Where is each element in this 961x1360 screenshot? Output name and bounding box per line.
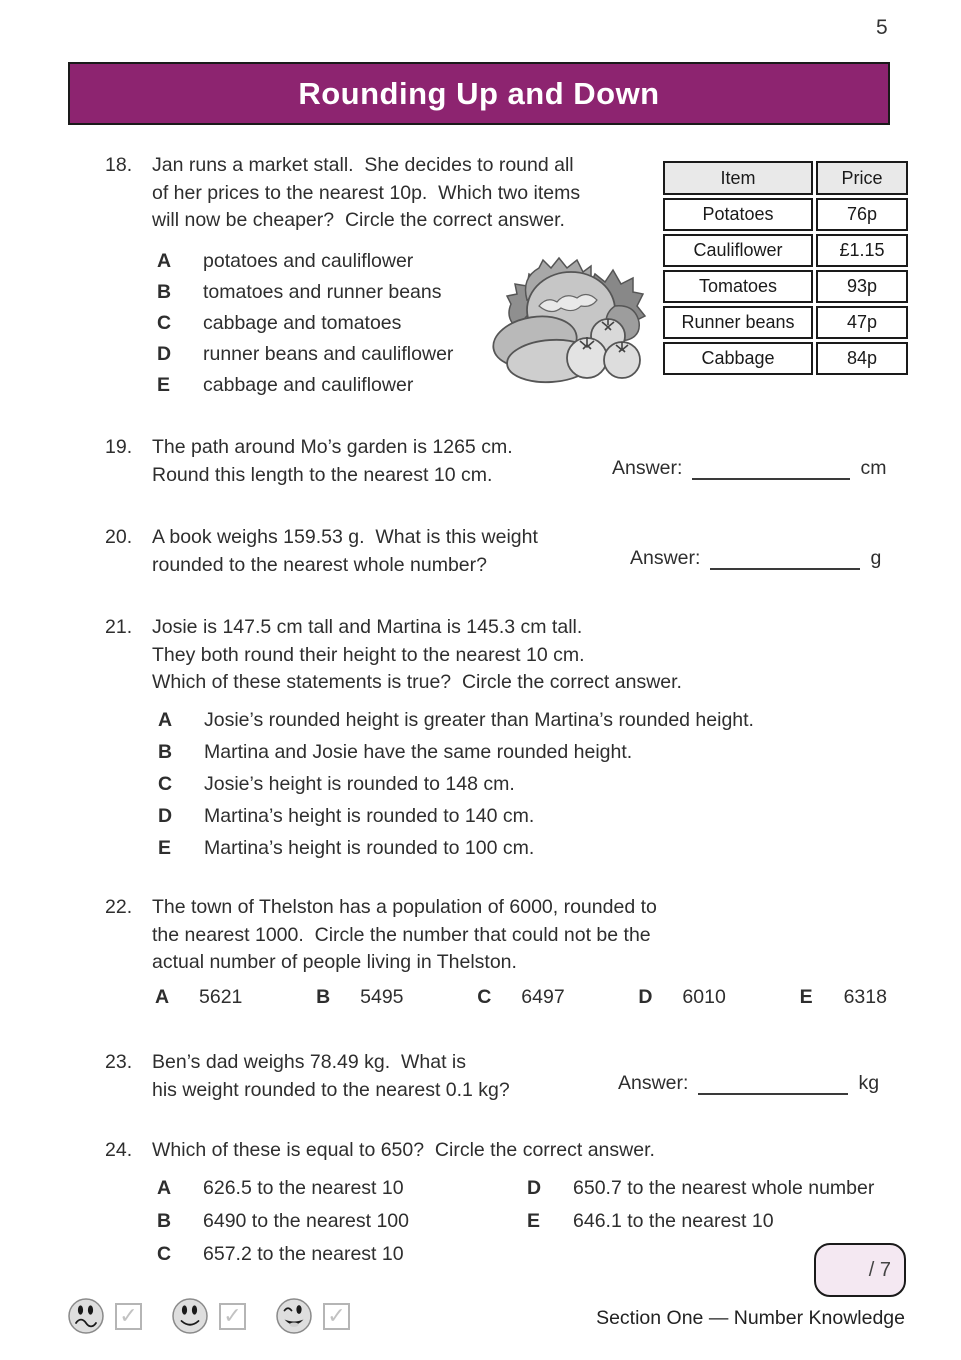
question-20-answer [630, 547, 881, 570]
option-letter: E [527, 1210, 541, 1232]
question-24-options-left [157, 1172, 409, 1271]
question-19-answer [612, 457, 886, 480]
question-21-options [158, 704, 754, 864]
neutral-face-icon [170, 1296, 210, 1336]
question-text [152, 1137, 655, 1165]
question-23-answer [618, 1072, 879, 1095]
option-letter: D [158, 804, 173, 827]
checkmark-icon: ✓ [327, 1303, 346, 1328]
option-b[interactable] [316, 986, 403, 1009]
section-footer: Section One — Number Knowledge [596, 1307, 905, 1329]
feedback-neutral-checkbox[interactable] [219, 1303, 246, 1330]
option-text: Martina’s height is rounded to 140 cm. [204, 804, 535, 827]
option-c[interactable] [157, 1238, 409, 1271]
question-line: The path around Mo’s garden is 1265 cm. [152, 436, 513, 458]
option-a[interactable] [157, 246, 453, 277]
table-row [663, 270, 908, 303]
question-text [152, 894, 657, 977]
option-d[interactable] [527, 1172, 874, 1205]
table-row [663, 306, 908, 339]
table-cell-price: 76p [816, 198, 908, 231]
option-letter: C [158, 772, 173, 795]
option-e[interactable] [527, 1205, 874, 1238]
page-title: Rounding Up and Down [298, 75, 660, 111]
option-c[interactable] [157, 308, 453, 339]
option-e[interactable] [158, 832, 754, 864]
option-text: 6490 to the nearest 100 [203, 1210, 409, 1232]
answer-label: Answer: [618, 1072, 689, 1094]
answer-label: Answer: [612, 457, 683, 479]
feedback-happy-checkbox[interactable] [323, 1303, 350, 1330]
title-banner [68, 62, 890, 125]
option-letter: A [155, 986, 170, 1008]
option-b[interactable] [158, 736, 754, 768]
option-e[interactable] [800, 986, 887, 1009]
option-b[interactable] [157, 1205, 409, 1238]
table-header-price: Price [816, 161, 908, 195]
feedback-sad-group [66, 1296, 142, 1336]
question-text [152, 434, 513, 489]
option-letter: A [158, 708, 173, 731]
question-text [152, 614, 682, 697]
question-number: 22. [105, 896, 133, 918]
feedback-happy-group [274, 1296, 350, 1336]
score-label: / 7 [868, 1258, 891, 1281]
option-letter: E [157, 374, 171, 396]
question-number: 21. [105, 616, 133, 638]
question-line: of her prices to the nearest 10p. Which two items [152, 181, 581, 204]
feedback-row [66, 1296, 350, 1336]
question-line: actual number of people living in Thelston. [152, 951, 517, 973]
option-text: tomatoes and runner beans [203, 281, 442, 303]
option-text: runner beans and cauliflower [203, 343, 454, 365]
option-a[interactable] [157, 1172, 409, 1205]
option-letter: B [158, 740, 173, 763]
option-text: 626.5 to the nearest 10 [203, 1177, 404, 1199]
answer-blank[interactable] [698, 1078, 848, 1095]
answer-blank[interactable] [710, 553, 860, 570]
option-text: Martina and Josie have the same rounded height. [204, 740, 633, 763]
table-cell-price: 47p [816, 306, 908, 339]
table-cell-item: Runner beans [663, 306, 813, 339]
price-table [660, 158, 911, 378]
option-b[interactable] [157, 277, 453, 308]
answer-unit: g [870, 547, 882, 569]
question-line: A book weighs 159.53 g. What is this weight [152, 526, 538, 548]
option-a[interactable] [155, 986, 242, 1009]
option-text: 6318 [843, 986, 887, 1008]
answer-unit: cm [860, 457, 887, 479]
option-e[interactable] [157, 370, 453, 401]
question-text [152, 1049, 510, 1104]
question-20 [105, 524, 538, 579]
option-text: 6010 [682, 986, 726, 1008]
table-row [663, 234, 908, 267]
question-line: Josie is 147.5 cm tall and Martina is 145.3 cm tall. [152, 616, 583, 638]
table-cell-price: 84p [816, 342, 908, 375]
question-text [152, 152, 580, 235]
option-text: cabbage and tomatoes [203, 312, 402, 334]
option-d[interactable] [157, 339, 453, 370]
question-21 [105, 614, 682, 697]
feedback-neutral-group [170, 1296, 246, 1336]
option-text: 5621 [199, 986, 243, 1008]
question-line: Round this length to the nearest 10 cm. [152, 463, 493, 486]
sad-face-icon [66, 1296, 106, 1336]
option-letter: D [157, 343, 172, 365]
question-line: his weight rounded to the nearest 0.1 kg? [152, 1078, 510, 1101]
question-line: They both round their height to the nearest 10 cm. [152, 643, 585, 666]
option-letter: A [157, 1177, 172, 1199]
option-letter: E [158, 836, 172, 859]
option-d[interactable] [158, 800, 754, 832]
option-c[interactable] [158, 768, 754, 800]
table-row [663, 342, 908, 375]
option-letter: A [157, 250, 172, 272]
table-cell-price: £1.15 [816, 234, 908, 267]
option-letter: B [157, 281, 172, 303]
question-line: Ben’s dad weighs 78.49 kg. What is [152, 1051, 466, 1073]
option-letter: E [799, 986, 813, 1008]
question-number: 24. [105, 1139, 133, 1161]
option-text: 650.7 to the nearest whole number [573, 1177, 875, 1199]
question-line: Which of these statements is true? Circle the correct answer. [152, 671, 682, 693]
feedback-sad-checkbox[interactable] [115, 1303, 142, 1330]
question-line: Which of these is equal to 650? Circle the correct answer. [152, 1139, 655, 1161]
question-number: 23. [105, 1051, 133, 1073]
checkmark-icon: ✓ [223, 1303, 242, 1328]
question-22 [105, 894, 657, 977]
table-cell-price: 93p [816, 270, 908, 303]
option-text: cabbage and cauliflower [203, 374, 414, 396]
table-header-item: Item [663, 161, 813, 195]
question-18 [105, 152, 580, 235]
option-letter: D [638, 986, 653, 1008]
question-23 [105, 1049, 510, 1104]
option-text: 646.1 to the nearest 10 [573, 1210, 774, 1232]
table-header-row [663, 161, 908, 195]
option-letter: C [157, 312, 172, 334]
option-letter: D [527, 1177, 542, 1199]
table-cell-item: Cabbage [663, 342, 813, 375]
table-cell-item: Cauliflower [663, 234, 813, 267]
question-line: will now be cheaper? Circle the correct answer. [152, 209, 565, 231]
option-text: 6497 [521, 986, 565, 1008]
option-a[interactable] [158, 704, 754, 736]
option-c[interactable] [477, 986, 564, 1009]
answer-unit: kg [858, 1072, 880, 1094]
question-19 [105, 434, 513, 489]
table-cell-item: Tomatoes [663, 270, 813, 303]
option-text: 5495 [360, 986, 404, 1008]
option-text: Martina’s height is rounded to 100 cm. [204, 836, 535, 859]
question-18-options [157, 246, 453, 401]
option-letter: B [316, 986, 331, 1008]
vegetables-illustration [487, 248, 657, 393]
question-24 [105, 1137, 655, 1165]
option-d[interactable] [638, 986, 725, 1009]
question-number: 18. [105, 154, 133, 176]
wink-face-icon [274, 1296, 314, 1336]
question-number: 19. [105, 436, 133, 458]
question-line: The town of Thelston has a population of 6000, rounded to [152, 896, 657, 918]
table-row [663, 198, 908, 231]
score-box[interactable] [814, 1243, 906, 1297]
option-letter: C [157, 1243, 172, 1265]
question-22-options [155, 986, 887, 1009]
table-cell-item: Potatoes [663, 198, 813, 231]
page-number: 5 [876, 16, 888, 39]
option-text: Josie’s height is rounded to 148 cm. [204, 772, 515, 795]
option-text: potatoes and cauliflower [203, 250, 414, 272]
option-text: Josie’s rounded height is greater than Martina’s rounded height. [204, 708, 754, 731]
question-line: Jan runs a market stall. She decides to round all [152, 154, 574, 176]
answer-label: Answer: [630, 547, 701, 569]
question-text [152, 524, 538, 579]
question-number: 20. [105, 526, 133, 548]
option-text: 657.2 to the nearest 10 [203, 1243, 404, 1265]
vegetables-icon [487, 248, 657, 388]
question-24-options-right [527, 1172, 874, 1238]
answer-blank[interactable] [692, 463, 850, 480]
option-letter: B [157, 1210, 172, 1232]
option-letter: C [477, 986, 492, 1008]
question-line: rounded to the nearest whole number? [152, 553, 487, 576]
checkmark-icon: ✓ [119, 1303, 138, 1328]
question-line: the nearest 1000. Circle the number that could not be the [152, 923, 651, 946]
